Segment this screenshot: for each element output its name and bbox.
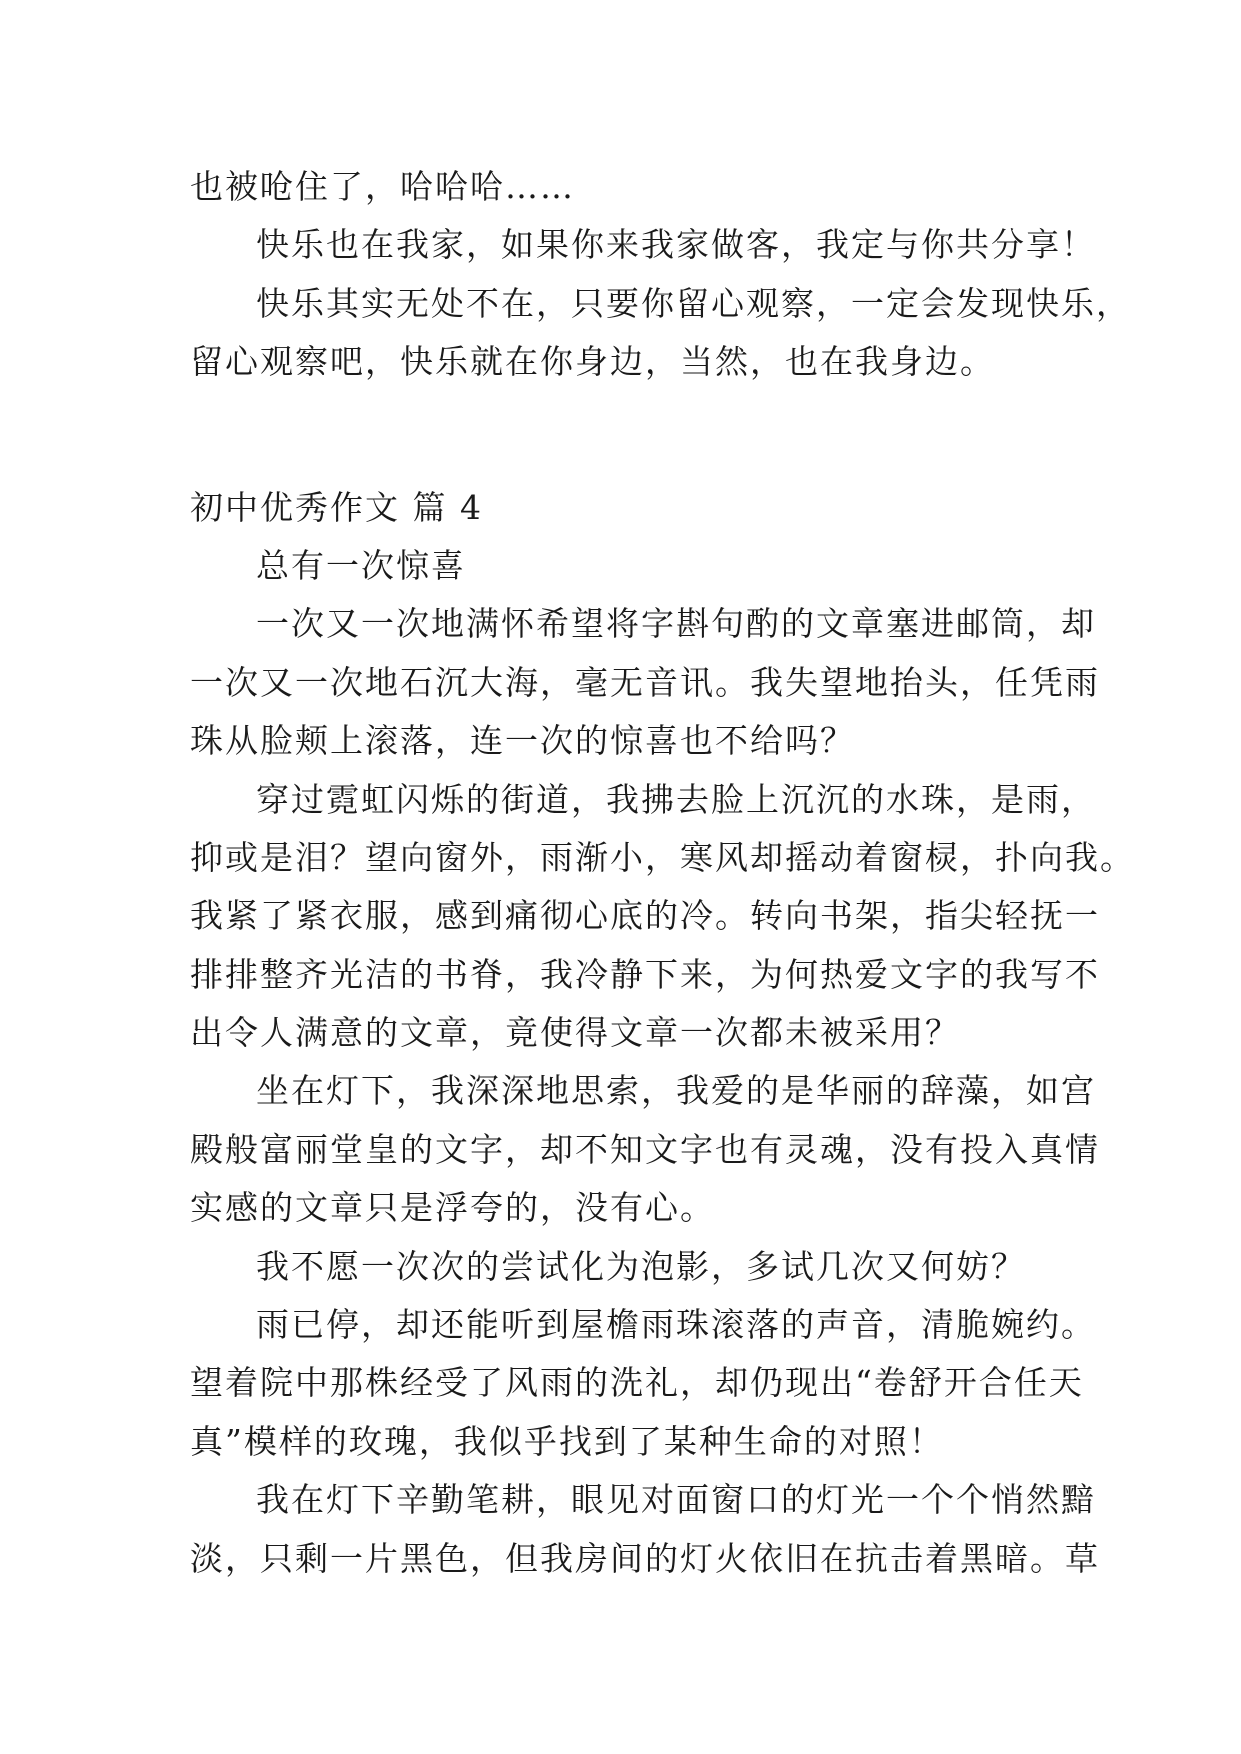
paragraph-line: 也被呛住了，哈哈哈…… bbox=[190, 167, 575, 206]
paragraph-line: 快乐其实无处不在，只要你留心观察，一定会发现快乐， bbox=[256, 283, 1131, 323]
section-gap bbox=[190, 392, 1050, 479]
paragraph-line: 排排整齐光洁的书脊，我冷静下来，为何热爱文字的我写不 bbox=[190, 954, 1100, 994]
paragraph-line: 出令人满意的文章，竟使得文章一次都未被采用？ bbox=[190, 1013, 960, 1053]
paragraph-line: 真”模样的玫瑰，我似乎找到了某种生命的对照！ bbox=[190, 1421, 944, 1461]
paragraph-line: 留心观察吧，快乐就在你身边，当然，也在我身边。 bbox=[190, 342, 995, 382]
paragraph-line: 望着院中那株经受了风雨的洗礼，却仍现出“卷舒开合任天 bbox=[190, 1363, 1084, 1403]
paragraph-line: 我紧了紧衣服，感到痛彻心底的冷。转向书架，指尖轻抚一 bbox=[190, 896, 1100, 936]
paragraph-line: 快乐也在我家，如果你来我家做客，我定与你共分享！ bbox=[256, 225, 1096, 265]
paragraph-line: 穿过霓虹闪烁的街道，我拂去脸上沉沉的水珠，是雨， bbox=[256, 779, 1096, 819]
paragraph-line: 实感的文章只是浮夸的，没有心。 bbox=[190, 1188, 715, 1228]
paragraph-line: 我不愿一次次的尝试化为泡影，多试几次又何妨？ bbox=[256, 1246, 1026, 1286]
paragraph-line: 殿般富丽堂皇的文字，却不知文字也有灵魂，没有投入真情 bbox=[190, 1129, 1100, 1169]
essay-title: 总有一次惊喜 bbox=[256, 545, 466, 585]
paragraph-line: 雨已停，却还能听到屋檐雨珠滚落的声音，清脆婉约。 bbox=[256, 1305, 1096, 1345]
document-body bbox=[190, 158, 1135, 1588]
paragraph-line: 一次又一次地满怀希望将字斟句酌的文章塞进邮筒，却 bbox=[256, 604, 1096, 644]
paragraph-line: 抑或是泪？望向窗外，雨渐小，寒风却摇动着窗棂，扑向我。 bbox=[190, 837, 1135, 877]
paragraph-line: 坐在灯下，我深深地思索，我爱的是华丽的辞藻，如宫 bbox=[256, 1071, 1096, 1111]
paragraph-line: 珠从脸颊上滚落，连一次的惊喜也不给吗？ bbox=[190, 721, 855, 761]
paragraph-line: 一次又一次地石沉大海，毫无音讯。我失望地抬头，任凭雨 bbox=[190, 662, 1100, 702]
section-heading: 初中优秀作文 篇 4 bbox=[190, 487, 483, 527]
paragraph-line: 我在灯下辛勤笔耕，眼见对面窗口的灯光一个个悄然黯 bbox=[256, 1480, 1096, 1520]
paragraph-line: 淡，只剩一片黑色，但我房间的灯火依旧在抗击着黑暗。草 bbox=[190, 1538, 1100, 1578]
